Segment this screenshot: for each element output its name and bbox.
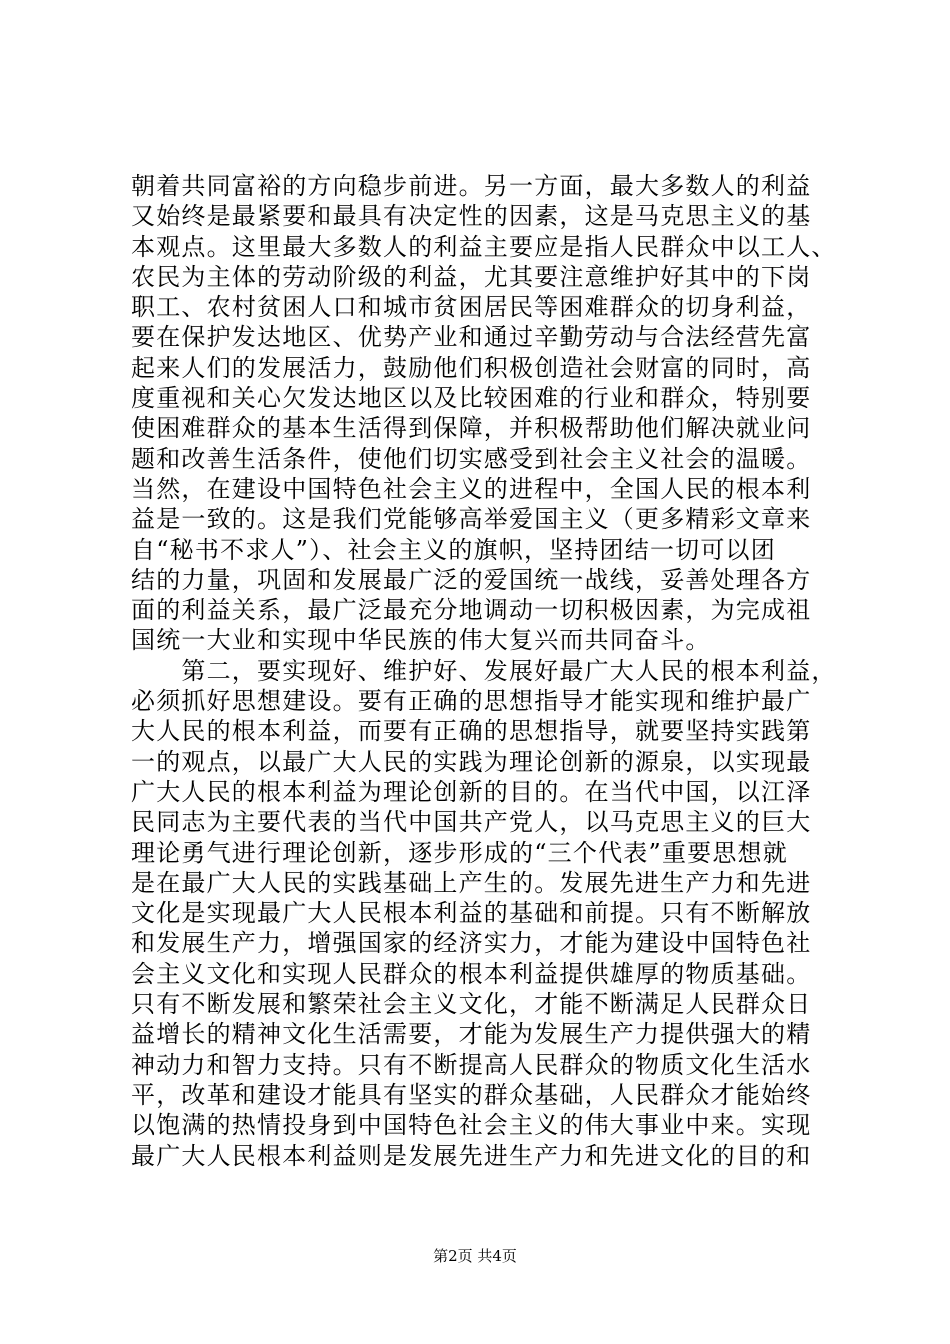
text-line: 又始终是最紧要和最具有决定性的因素，这是马克思主义的基 — [131, 202, 812, 231]
text-line: 益是一致的。这是我们党能够高举爱国主义（更多精彩文章来 — [131, 505, 812, 534]
text-line: 民同志为主要代表的当代中国共产党人，以马克思主义的巨大 — [131, 808, 812, 837]
paragraph-start-line: 第二，要实现好、维护好、发展好最广大人民的根本利益， — [131, 656, 837, 685]
text-line: 朝着共同富裕的方向稳步前进。另一方面，最大多数人的利益 — [131, 172, 812, 200]
text-line: 要在保护发达地区、优势产业和通过辛勤劳动与合法经营先富 — [131, 323, 812, 352]
text-line: 当然，在建设中国特色社会主义的进程中，全国人民的根本利 — [131, 474, 812, 503]
text-line: 和发展生产力，增强国家的经济实力，才能为建设中国特色社 — [131, 929, 812, 958]
text-line: 必须抓好思想建设。要有正确的思想指导才能实现和维护最广 — [131, 687, 812, 716]
text-line: 文化是实现最广大人民根本利益的基础和前提。只有不断解放 — [131, 899, 812, 928]
text-line: 只有不断发展和繁荣社会主义文化，才能不断满足人民群众日 — [131, 990, 812, 1019]
text-line: 益增长的精神文化生活需要，才能为发展生产力提供强大的精 — [131, 1020, 812, 1049]
text-line: 使困难群众的基本生活得到保障，并积极帮助他们解决就业问 — [131, 414, 812, 443]
text-line: 是在最广大人民的实践基础上产生的。发展先进生产力和先进 — [131, 868, 812, 897]
text-line: 会主义文化和实现人民群众的根本利益提供雄厚的物质基础。 — [131, 959, 812, 988]
text-line: 面的利益关系，最广泛最充分地调动一切积极因素，为完成祖 — [131, 596, 812, 625]
text-line: 最广大人民根本利益则是发展先进生产力和先进文化的目的和 — [131, 1141, 812, 1170]
text-line: 农民为主体的劳动阶级的利益，尤其要注意维护好其中的下岗 — [131, 262, 812, 291]
body-text — [131, 171, 837, 1171]
text-line: 起来人们的发展活力，鼓励他们积极创造社会财富的同时，高 — [131, 353, 812, 382]
text-line: 一的观点，以最广大人民的实践为理论创新的源泉，以实现最 — [131, 747, 812, 776]
text-line: 以饱满的热情投身到中国特色社会主义的伟大事业中来。实现 — [131, 1111, 812, 1140]
text-line: 题和改善生活条件，使他们切实感受到社会主义社会的温暖。 — [131, 444, 812, 473]
page-number-footer: 第2页 共4页 — [433, 1247, 517, 1265]
text-line: 度重视和关心欠发达地区以及比较困难的行业和群众，特别要 — [131, 384, 812, 413]
text-line: 平，改革和建设才能具有坚实的群众基础，人民群众才能始终 — [131, 1080, 812, 1109]
text-line: 自“秘书不求人”）、社会主义的旗帜，坚持团结一切可以团 — [131, 535, 776, 564]
text-line: 结的力量，巩固和发展最广泛的爱国统一战线，妥善处理各方 — [131, 565, 812, 594]
text-line: 神动力和智力支持。只有不断提高人民群众的物质文化生活水 — [131, 1050, 812, 1079]
text-line: 本观点。这里最大多数人的利益主要应是指人民群众中以工人、 — [131, 232, 837, 261]
text-line: 职工、农村贫困人口和城市贫困居民等困难群众的切身利益， — [131, 293, 812, 322]
text-line: 大人民的根本利益，而要有正确的思想指导，就要坚持实践第 — [131, 717, 812, 746]
text-line: 理论勇气进行理论创新，逐步形成的“三个代表”重要思想就 — [131, 838, 788, 867]
text-line: 广大人民的根本利益为理论创新的目的。在当代中国，以江泽 — [131, 777, 812, 806]
text-line: 国统一大业和实现中华民族的伟大复兴而共同奋斗。 — [131, 626, 711, 655]
